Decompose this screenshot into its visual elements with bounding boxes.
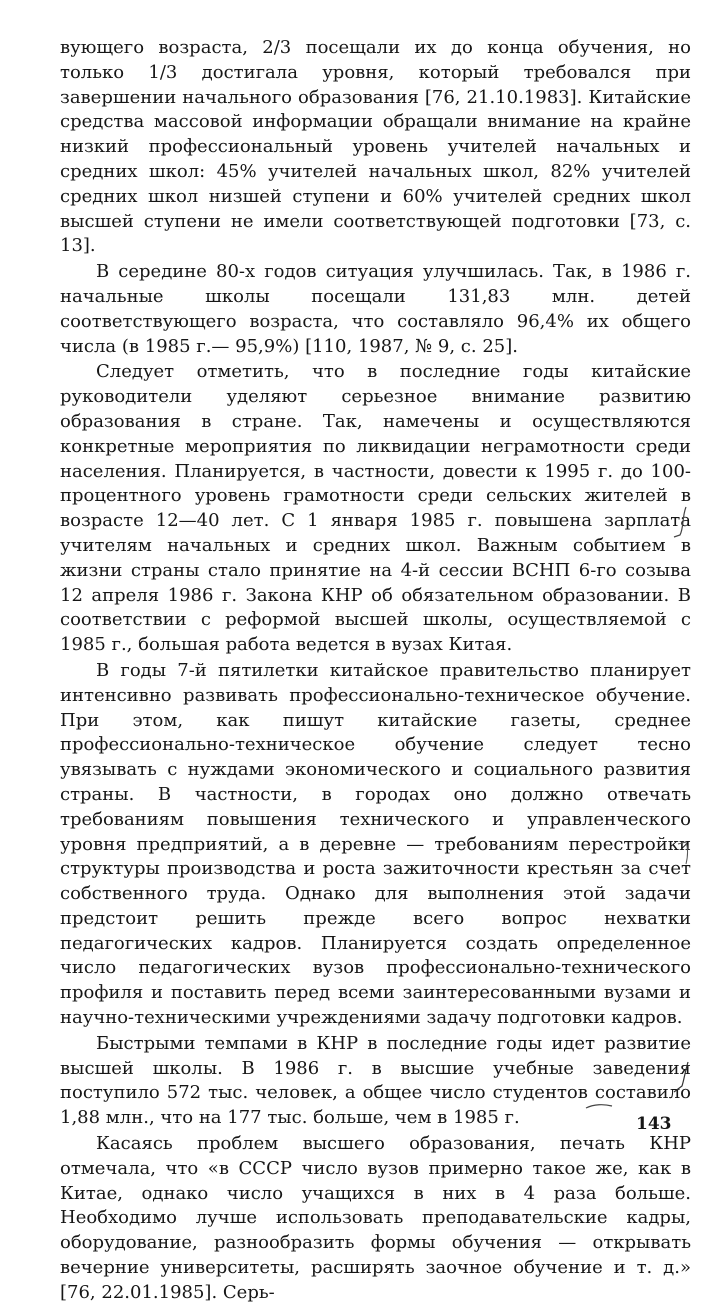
paragraph-6: Касаясь проблем высшего образования, печать КНР отмечала, что «в СССР число вузов примерно такое же, как в Китае, однако число учащихся в них в 4 раза больше. Необходимо лучше использовать преподавательские кадры, оборудование, разнообразить формы обучения — открывать вечерние университеты, расширять заочное обучение и т. д.» [76, 22.01.1985]. Серь- [60,1133,691,1303]
paragraph-4: В годы 7-й пятилетки китайское правительство планирует интенсивно развивать профессионально-техническое обучение. При этом, как пишут китайские газеты, среднее профессионально-техническое обучение следует тесно увязывать с нуждами экономического и социального развития страны. В частности, в городах оно должно отвечать требованиям повышения технического и управленческого уровня предприятий, а в деревне — требованиям перестройки структуры производства и роста зажиточности крестьян за счет собственного труда. Однако для выполнения этой задачи предстоит решить прежде всего вопрос нехватки педагогических кадров. Планируется создать определенное число педагогических вузов профессионально-технического профиля и поставить перед всеми заинтересованными вузами и научно-техническими учреждениями задачу подготовки кадров. [60,659,691,1029]
page-number: 143 [636,1114,672,1134]
body-text [60,36,691,1306]
margin-pencil-mark [672,505,692,541]
margin-pencil-mark [584,1100,614,1112]
paragraph-2: В середине 80-х годов ситуация улучшилась. Так, в 1986 г. начальные школы посещали 131,83 млн. детей соответствующего возраста, что составляло 96,4% их общего числа (в 1985 г.— 95,9%) [110, 1987, № 9, с. 25]. [60,261,691,357]
paragraph-3: Следует отметить, что в последние годы китайские руководители уделяют серьезное внимание развитию образования в стране. Так, намечены и осуществляются конкретные мероприятия по ликвидации неграмотности среди населения. Планируется, в частности, довести к 1995 г. до 100-процентного уровень грамотности среди сельских жителей в возрасте 12—40 лет. С 1 января 1985 г. повышена зарплата учителям начальных и средних школ. Важным событием в жизни страны стало принятие на 4-й сессии ВСНП 6-го созыва 12 апреля 1986 г. Закона КНР об обязательном образовании. В соответствии с реформой высшей школы, осуществляемой с 1985 г., большая работа ведется в вузах Китая. [60,361,691,656]
paragraph-5: Быстрыми темпами в КНР в последние годы идет развитие высшей школы. В 1986 г. в высшие учебные заведения поступило 572 тыс. человек, а общее число студентов составило 1,88 млн., что на 177 тыс. больше, чем в 1985 г. [60,1032,691,1129]
margin-pencil-mark [672,1060,694,1096]
margin-pencil-mark [676,838,696,868]
paragraph-1: вующего возраста, 2/3 посещали их до конца обучения, но только 1/3 достигала уровня, который требовался при завершении начального образования [76, 21.10.1983]. Китайские средства массовой информации обращали внимание на крайне низкий профессиональный уровень учителей начальных и средних школ: 45% учителей начальных школ, 82% учителей средних школ низшей ступени и 60% учителей средних школ высшей ступени не имели соответствующей подготовки [73, с. 13]. [60,37,691,257]
